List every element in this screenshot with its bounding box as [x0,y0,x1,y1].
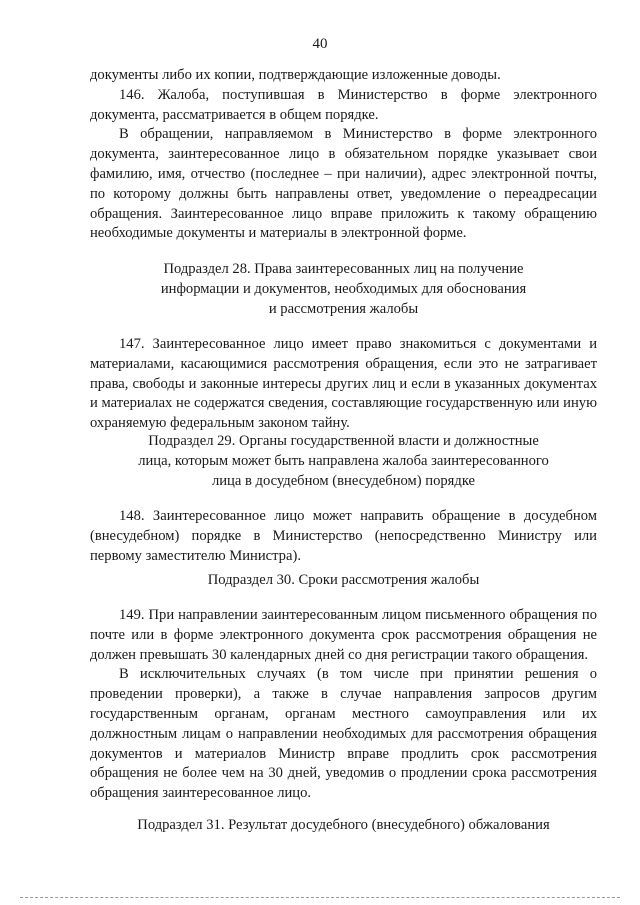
paragraph-149-extension: В исключительных случаях (в том числе при принятии решения о проведении проверки), а также в случае направления запросов другим государственным органам, органам местного самоуправления или их должностным лицам о направлении необходимых для рассмотрения обращения документов и материалов Министр вправе продлить срок рассмотрения обращения не более чем на 30 дней, уведомив о продлении срока рассмотрения обращения заинтересованное лицо. [90,666,597,802]
paragraph-149: 149. При направлении заинтересованным лицом письменного обращения по почте или в форме электронного документа срок рассмотрения обращения не должен превышать 30 календарных дней со дня регистрации такого обращения. [90,607,597,663]
subsection-28-heading [90,260,597,319]
subsection-30-heading [90,571,597,591]
subsection-30-body [90,606,597,804]
heading-line: лица в досудебном (внесудебном) порядке [211,472,476,489]
subsection-29-body [90,507,597,566]
heading-line: и рассмотрения жалобы [268,300,419,317]
heading-line: информации и документов, необходимых для обоснования [160,280,527,297]
paragraph-147: 147. Заинтересованное лицо имеет право знакомиться с документами и материалами, касающимися рассмотрения обращения, если это не затрагивает права, свободы и законные интересы других лиц и если в указанных документах и материалах не содержатся сведения, составляющие государственную или иную охраняемую федеральным законом тайну. [90,336,597,432]
heading-line: Подраздел 31. Результат досудебного (внесудебного) обжалования [137,817,550,833]
heading-line: Подраздел 29. Органы государственной власти и должностные [148,433,539,449]
intro-section [90,66,597,244]
subsection-29-heading [90,432,597,491]
subsection-28-body [90,335,597,434]
page-bottom-edge [20,897,620,898]
paragraph-146: 146. Жалоба, поступившая в Министерство в форме электронного документа, рассматривается в общем порядке. [90,86,597,123]
heading-line: Подраздел 30. Сроки рассмотрения жалобы [207,572,480,588]
paragraph-148: 148. Заинтересованное лицо может направить обращение в досудебном (внесудебном) порядке в Министерство (непосредственно Министру или первому заместителю Министра). [90,508,597,564]
paragraph-146-electronic-form: В обращении, направляемом в Министерство в форме электронного документа, заинтересованное лицо в обязательном порядке указывает свои фамилию, имя, отчество (последнее – при наличии), адрес электронной почты, по которому должны быть направлены ответ, уведомление о переадресации обращения. Заинтересованное лицо вправе приложить к такому обращению необходимые документы и материалы в электронной форме. [90,126,597,242]
paragraph-continuation: документы либо их копии, подтверждающие изложенные доводы. [90,67,501,83]
heading-line: лица, которым может быть направлена жалоба заинтересованного [138,452,549,469]
heading-line: Подраздел 28. Права заинтересованных лиц на получение [163,261,524,277]
page-number: 40 [312,36,328,52]
subsection-31-heading [90,816,597,836]
